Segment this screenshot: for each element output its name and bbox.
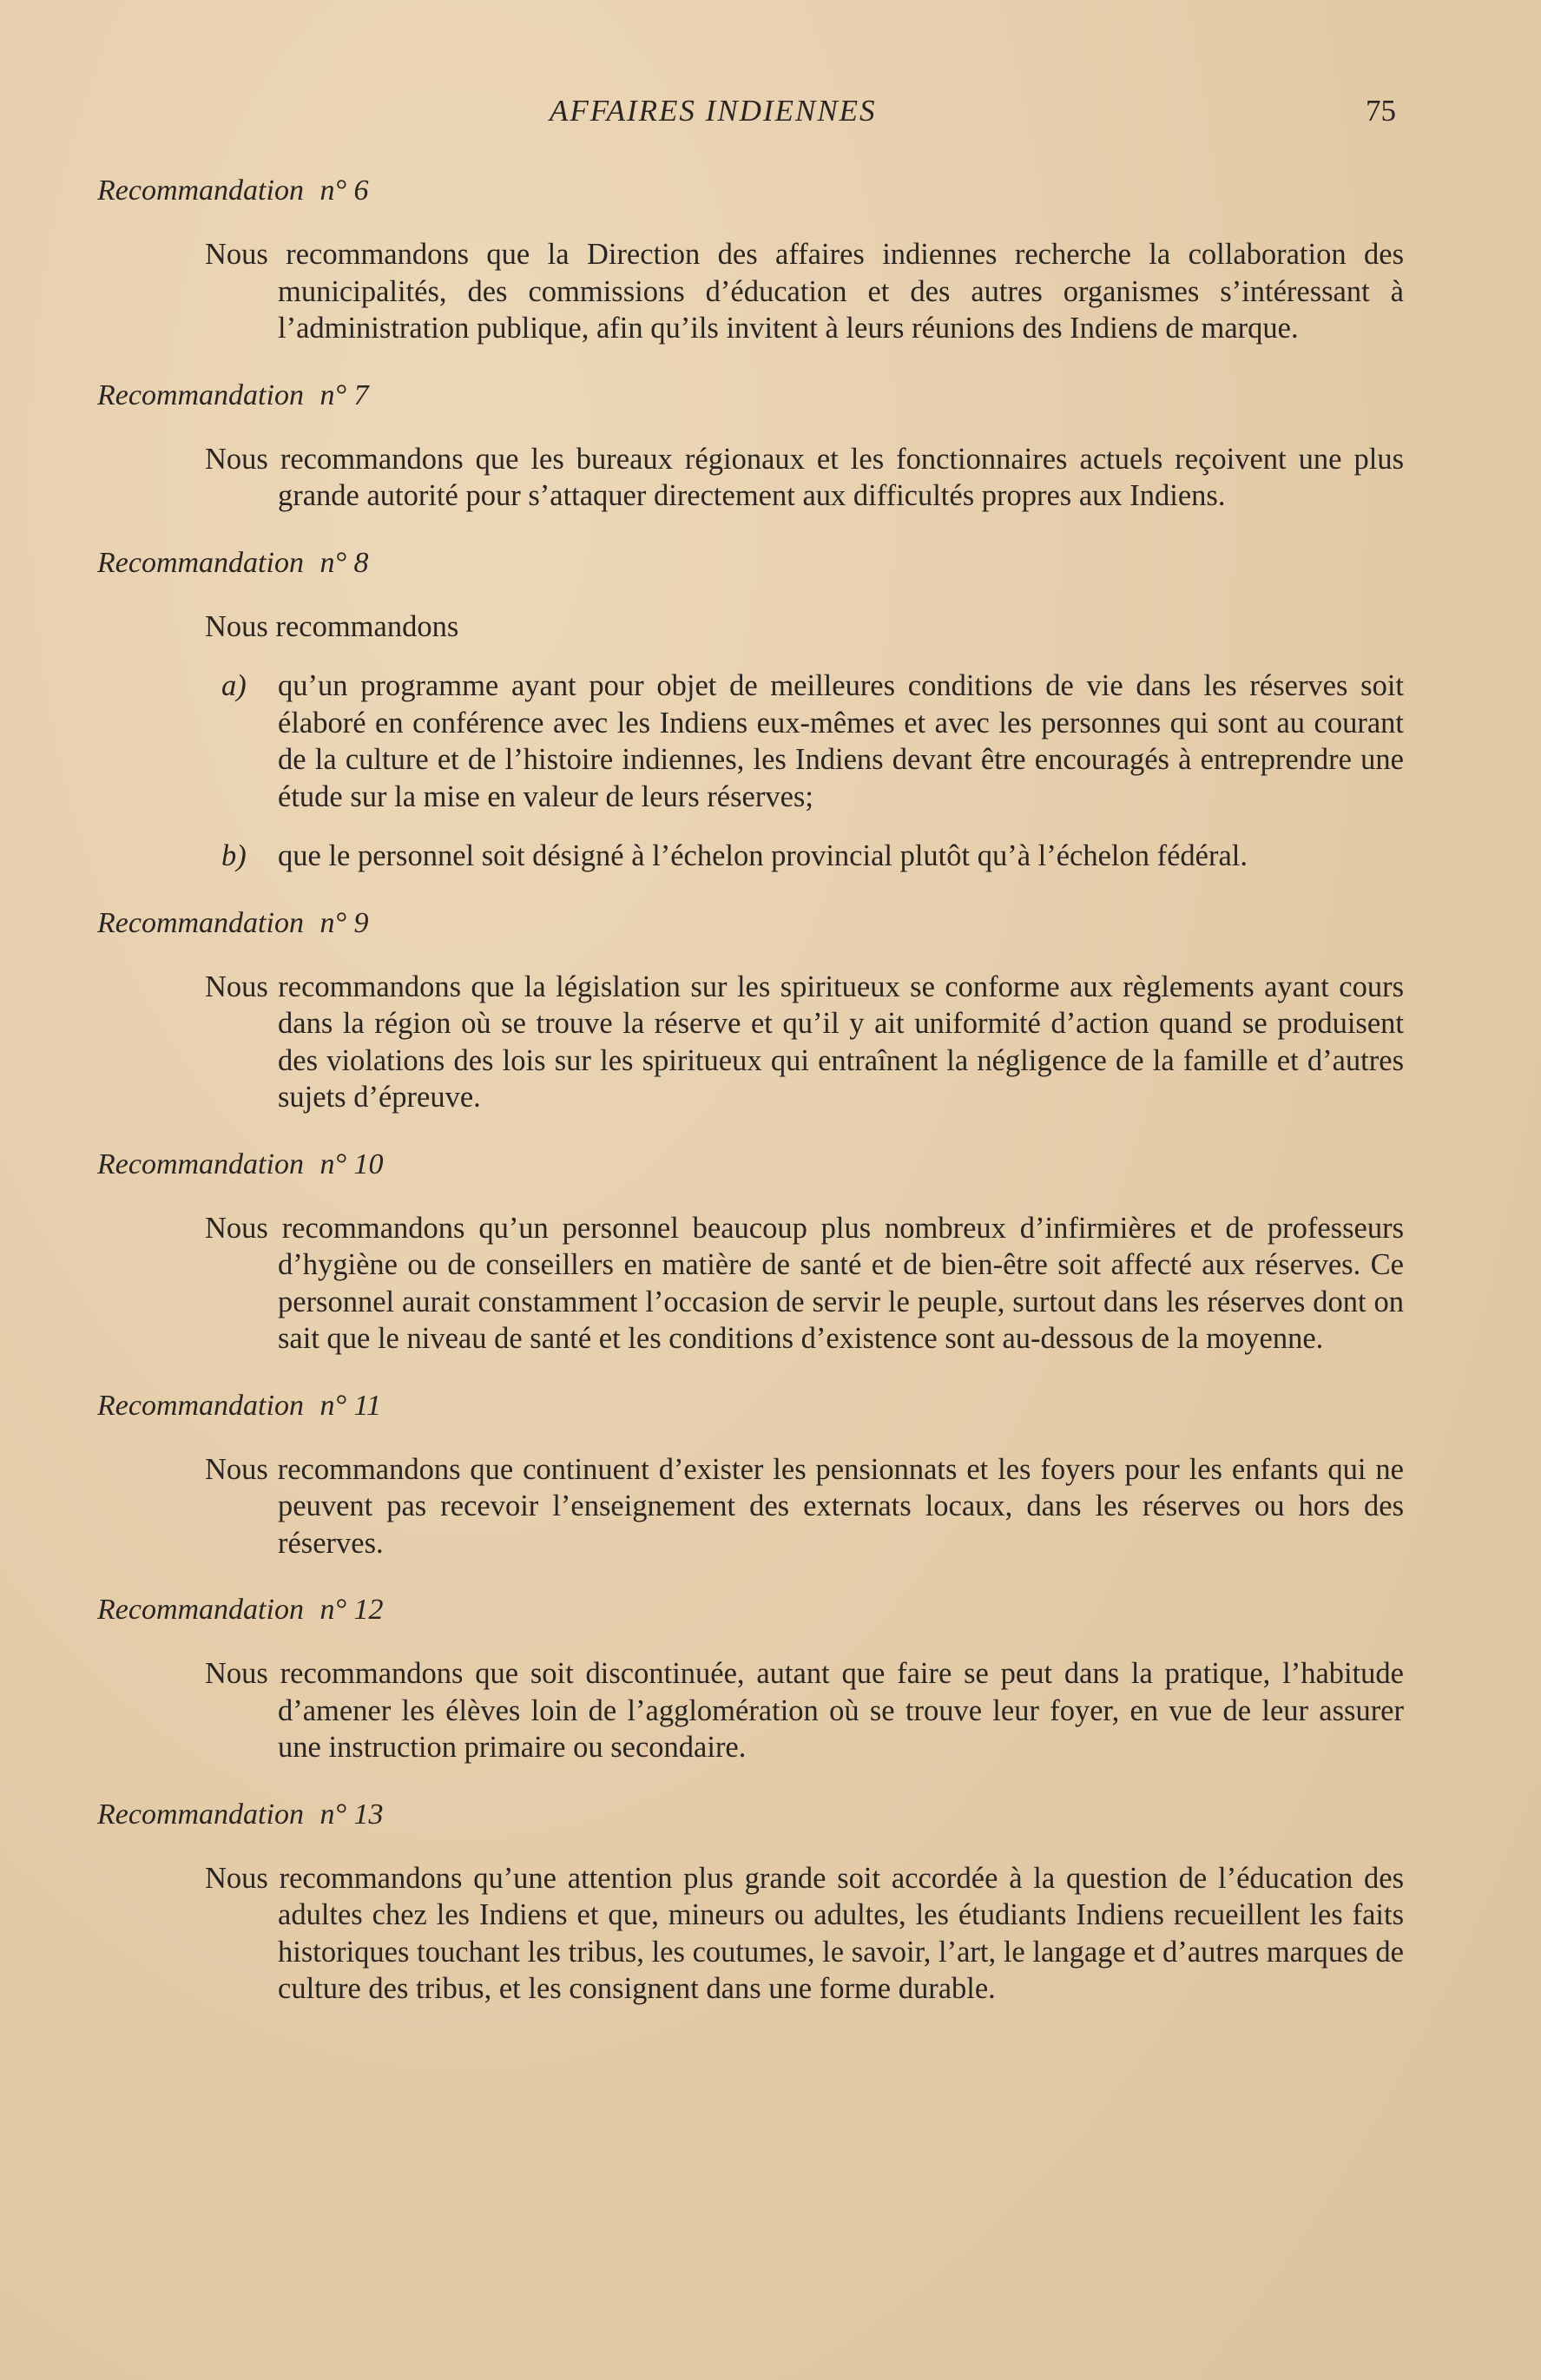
recommendation-number: n° 11: [319, 1389, 382, 1422]
recommendation-intro: Nous recommandons: [205, 609, 459, 643]
recommendation-number: n° 7: [319, 378, 369, 411]
recommendation-text: Nous recommandons qu’un personnel beaucoup plus nombreux d’infirmières et de professeurs d’hygiène ou de conseillers en matière de santé et de bien-être soit affecté aux réserves. Ce personnel aurait constamment l’occasion de servir le peuple, surtout dans les réserves dont on sait que le niveau de santé et les conditions d’existence sont au-dessous de la moyenne.: [205, 1211, 1404, 1355]
recommendation-subitem: [97, 667, 1404, 815]
recommendation-label: Recommandation: [97, 1798, 304, 1831]
recommendation-text: Nous recommandons que la législation sur les spiritueux se conforme aux règlements ayant cours dans la région où se trouve la réserve et qu’il y ait uniformité d’action quand se produisent des violations des lois sur les spiritueux qui entraînent la négligence de la famille et d’autres sujets d’épreuve.: [205, 970, 1404, 1114]
recommendation-heading: [97, 1798, 1404, 1832]
recommendation-number: n° 9: [319, 906, 369, 939]
recommendation-number: n° 8: [319, 546, 369, 579]
recommendation-text: Nous recommandons que soit discontinuée, autant que faire se peut dans la pratique, l’habitude d’amener les élèves loin de l’agglomération où se trouve leur foyer, en vue de leur assurer une instruction primaire ou secondaire.: [205, 1657, 1404, 1764]
recommendation-label: Recommandation: [97, 1147, 304, 1180]
recommendation-label: Recommandation: [97, 906, 304, 939]
recommendation-heading: [97, 546, 1404, 581]
subitem-marker: a): [221, 669, 247, 702]
recommendation-label: Recommandation: [97, 378, 304, 411]
recommendation-number: n° 6: [319, 174, 369, 207]
recommendation-number: n° 12: [319, 1594, 384, 1626]
recommendation-heading: [97, 378, 1404, 413]
recommendation-heading: [97, 1147, 1404, 1182]
recommendation-label: Recommandation: [97, 1389, 304, 1422]
recommendation-text: Nous recommandons qu’une attention plus grande soit accordée à la question de l’éducation des adultes chez les Indiens et que, mineurs ou adultes, les étudiants Indiens recueillent les faits historiques touchant les tribus, les coutumes, le savoir, l’art, le langage et d’autres marques de culture des tribus, et les consignent dans une forme durable.: [205, 1861, 1404, 2005]
page-number: 75: [1366, 94, 1396, 128]
running-title: AFFAIRES INDIENNES: [550, 94, 877, 128]
recommendation-label: Recommandation: [97, 174, 304, 207]
recommendation-number: n° 10: [319, 1147, 384, 1180]
recommendation-subitem: [97, 838, 1404, 875]
recommendation-heading: [97, 1389, 1404, 1423]
running-head: [0, 94, 1541, 135]
recommendation-heading: [97, 906, 1404, 941]
recommendations-list: [97, 174, 1404, 2039]
recommendation-label: Recommandation: [97, 546, 304, 579]
recommendation-text: Nous recommandons que la Direction des affaires indiennes recherche la collaboration des municipalités, des commissions d’éducation et des autres organismes s’intéressant à l’administration publique, afin qu’ils invitent à leurs réunions des Indiens de marque.: [205, 238, 1404, 345]
subitem-text: qu’un programme ayant pour objet de meilleures conditions de vie dans les réserves soit élaboré en conférence avec les Indiens eux-mêmes et avec les personnes qui sont au courant de la culture et de l’histoire indiennes, les Indiens devant être encouragés à entreprendre une étude sur la mise en valeur de leurs réserves;: [278, 669, 1404, 813]
recommendation-text: Nous recommandons que continuent d’exister les pensionnats et les foyers pour les enfants qui ne peuvent pas recevoir l’enseignement des externats locaux, dans les réserves ou hors des réserves.: [205, 1452, 1404, 1560]
subitem-marker: b): [221, 839, 247, 872]
subitem-text: que le personnel soit désigné à l’échelon provincial plutôt qu’à l’échelon fédéral.: [278, 839, 1248, 872]
recommendation-heading: [97, 1593, 1404, 1627]
recommendation-heading: [97, 174, 1404, 208]
recommendation-text: Nous recommandons que les bureaux régionaux et les fonctionnaires actuels reçoivent une plus grande autorité pour s’attaquer directement aux difficultés propres aux Indiens.: [205, 442, 1404, 512]
recommendation-number: n° 13: [319, 1798, 384, 1831]
recommendation-label: Recommandation: [97, 1594, 304, 1626]
